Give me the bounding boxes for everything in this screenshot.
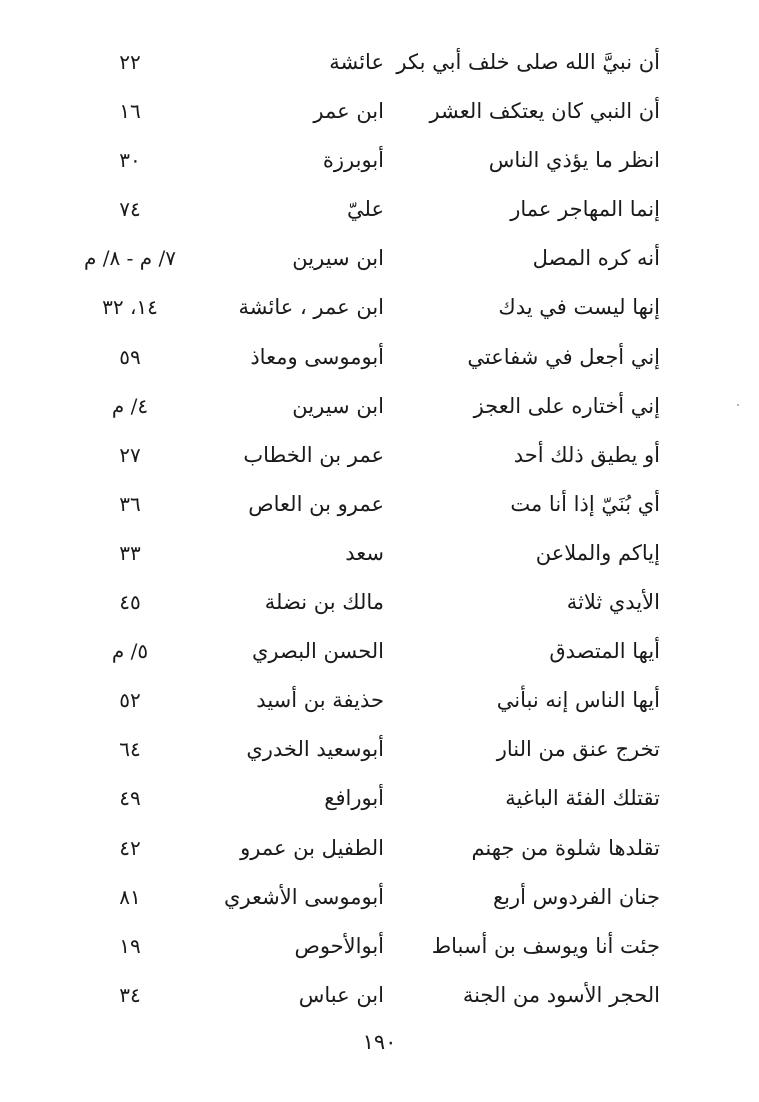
index-row — [40, 873, 680, 922]
index-row — [40, 725, 680, 774]
narrator-name: ابن سيرين — [292, 393, 384, 418]
narrator-name: أبورافع — [324, 786, 384, 811]
page-reference: ٢٢ — [119, 50, 141, 74]
index-row — [40, 529, 680, 578]
page-reference: ١٤، ٣٢ — [102, 295, 158, 320]
narrator-name: الحسن البصري — [252, 639, 384, 664]
index-row — [40, 382, 680, 431]
index-row — [40, 38, 680, 87]
index-row — [40, 971, 680, 1020]
page-reference: ٥/ م — [111, 639, 149, 664]
hadith-text: أن النبي كان يعتكف العشر — [429, 99, 660, 124]
index-row — [40, 774, 680, 823]
index-row — [40, 87, 680, 136]
page-reference: ٥٢ — [119, 688, 141, 713]
index-row — [40, 234, 680, 283]
hadith-text: الأيدي ثلاثة — [566, 590, 660, 615]
index-row — [40, 627, 680, 676]
narrator-name: حذيفة بن أسيد — [256, 688, 384, 713]
narrator-name: مالك بن نضلة — [264, 590, 384, 615]
page-reference: ١٦ — [119, 99, 141, 124]
page-number: ١٩٠ — [362, 1030, 397, 1054]
index-row — [40, 922, 680, 971]
narrator-name: أبوموسى الأشعري — [224, 884, 384, 909]
hadith-text: تقتلك الفئة الباغية — [505, 786, 660, 811]
hadith-index-table — [40, 38, 680, 1020]
narrator-name: ابن عمر — [313, 99, 384, 124]
hadith-text: إنها ليست في يدك — [498, 295, 660, 320]
hadith-text: أن نبيَّ الله صلى خلف أبي بكر — [396, 50, 660, 74]
page-reference: ٧٤ — [119, 197, 141, 222]
index-row — [40, 185, 680, 234]
page-reference: ٦٤ — [119, 737, 141, 762]
page-reference: ٣٤ — [119, 982, 141, 1007]
index-row — [40, 333, 680, 382]
page-reference: ٨١ — [119, 884, 141, 909]
hadith-text: أو يطيق ذلك أحد — [513, 442, 660, 467]
narrator-name: عمر بن الخطاب — [243, 442, 384, 467]
hadith-text: جئت أنا ويوسف بن أسباط — [431, 933, 660, 958]
hadith-text: انظر ما يؤذي الناس — [488, 148, 660, 173]
hadith-text: أي بُنَيّ إذا أنا مت — [510, 491, 660, 516]
hadith-text: إنما المهاجر عمار — [510, 197, 660, 222]
page-reference: ٤٢ — [119, 835, 141, 860]
index-row — [40, 578, 680, 627]
page-reference: ٣٠ — [119, 148, 141, 173]
hadith-text: الحجر الأسود من الجنة — [462, 982, 660, 1007]
narrator-name: عمرو بن العاص — [248, 491, 384, 516]
narrator-name: أبوسعيد الخدري — [246, 737, 384, 762]
hadith-text: تخرج عنق من النار — [496, 737, 660, 762]
narrator-name: أبوبرزة — [322, 148, 384, 173]
page-reference: ٤٩ — [119, 786, 141, 811]
page-reference: ١٩ — [119, 933, 141, 958]
page-reference: ٤٥ — [119, 590, 141, 615]
index-row — [40, 283, 680, 332]
hadith-text: إياكم والملاعن — [535, 540, 660, 565]
hadith-text: جنان الفردوس أربع — [492, 884, 660, 909]
index-row — [40, 824, 680, 873]
index-row — [40, 136, 680, 185]
hadith-text: تقلدها شلوة من جهنم — [471, 835, 660, 860]
page-reference: ٤/ م — [111, 393, 149, 418]
hadith-text: أنه كره المصل — [532, 246, 660, 271]
narrator-name: الطفيل بن عمرو — [240, 835, 384, 860]
index-row — [40, 480, 680, 529]
narrator-name: ابن سيرين — [292, 246, 384, 271]
page-reference: ٣٣ — [119, 540, 141, 565]
page-reference: ٢٧ — [119, 442, 141, 467]
index-row — [40, 431, 680, 480]
narrator-name: أبوموسى ومعاذ — [250, 344, 384, 369]
page-reference: ٧/ م - ٨/ م — [84, 246, 176, 271]
scan-speck — [737, 404, 739, 406]
page-reference: ٣٦ — [119, 491, 141, 516]
narrator-name: عائشة — [329, 50, 384, 74]
hadith-text: إني أختاره على العجز — [473, 393, 660, 418]
hadith-text: أيها الناس إنه نبأني — [496, 688, 660, 713]
narrator-name: عليّ — [347, 197, 384, 222]
hadith-text: إني أجعل في شفاعتي — [467, 344, 660, 369]
narrator-name: ابن عباس — [298, 982, 384, 1007]
narrator-name: ابن عمر ، عائشة — [238, 295, 384, 320]
page-reference: ٥٩ — [119, 344, 141, 369]
narrator-name: سعد — [345, 540, 384, 565]
hadith-text: أيها المتصدق — [549, 639, 660, 664]
narrator-name: أبوالأحوص — [294, 933, 384, 958]
index-row — [40, 676, 680, 725]
